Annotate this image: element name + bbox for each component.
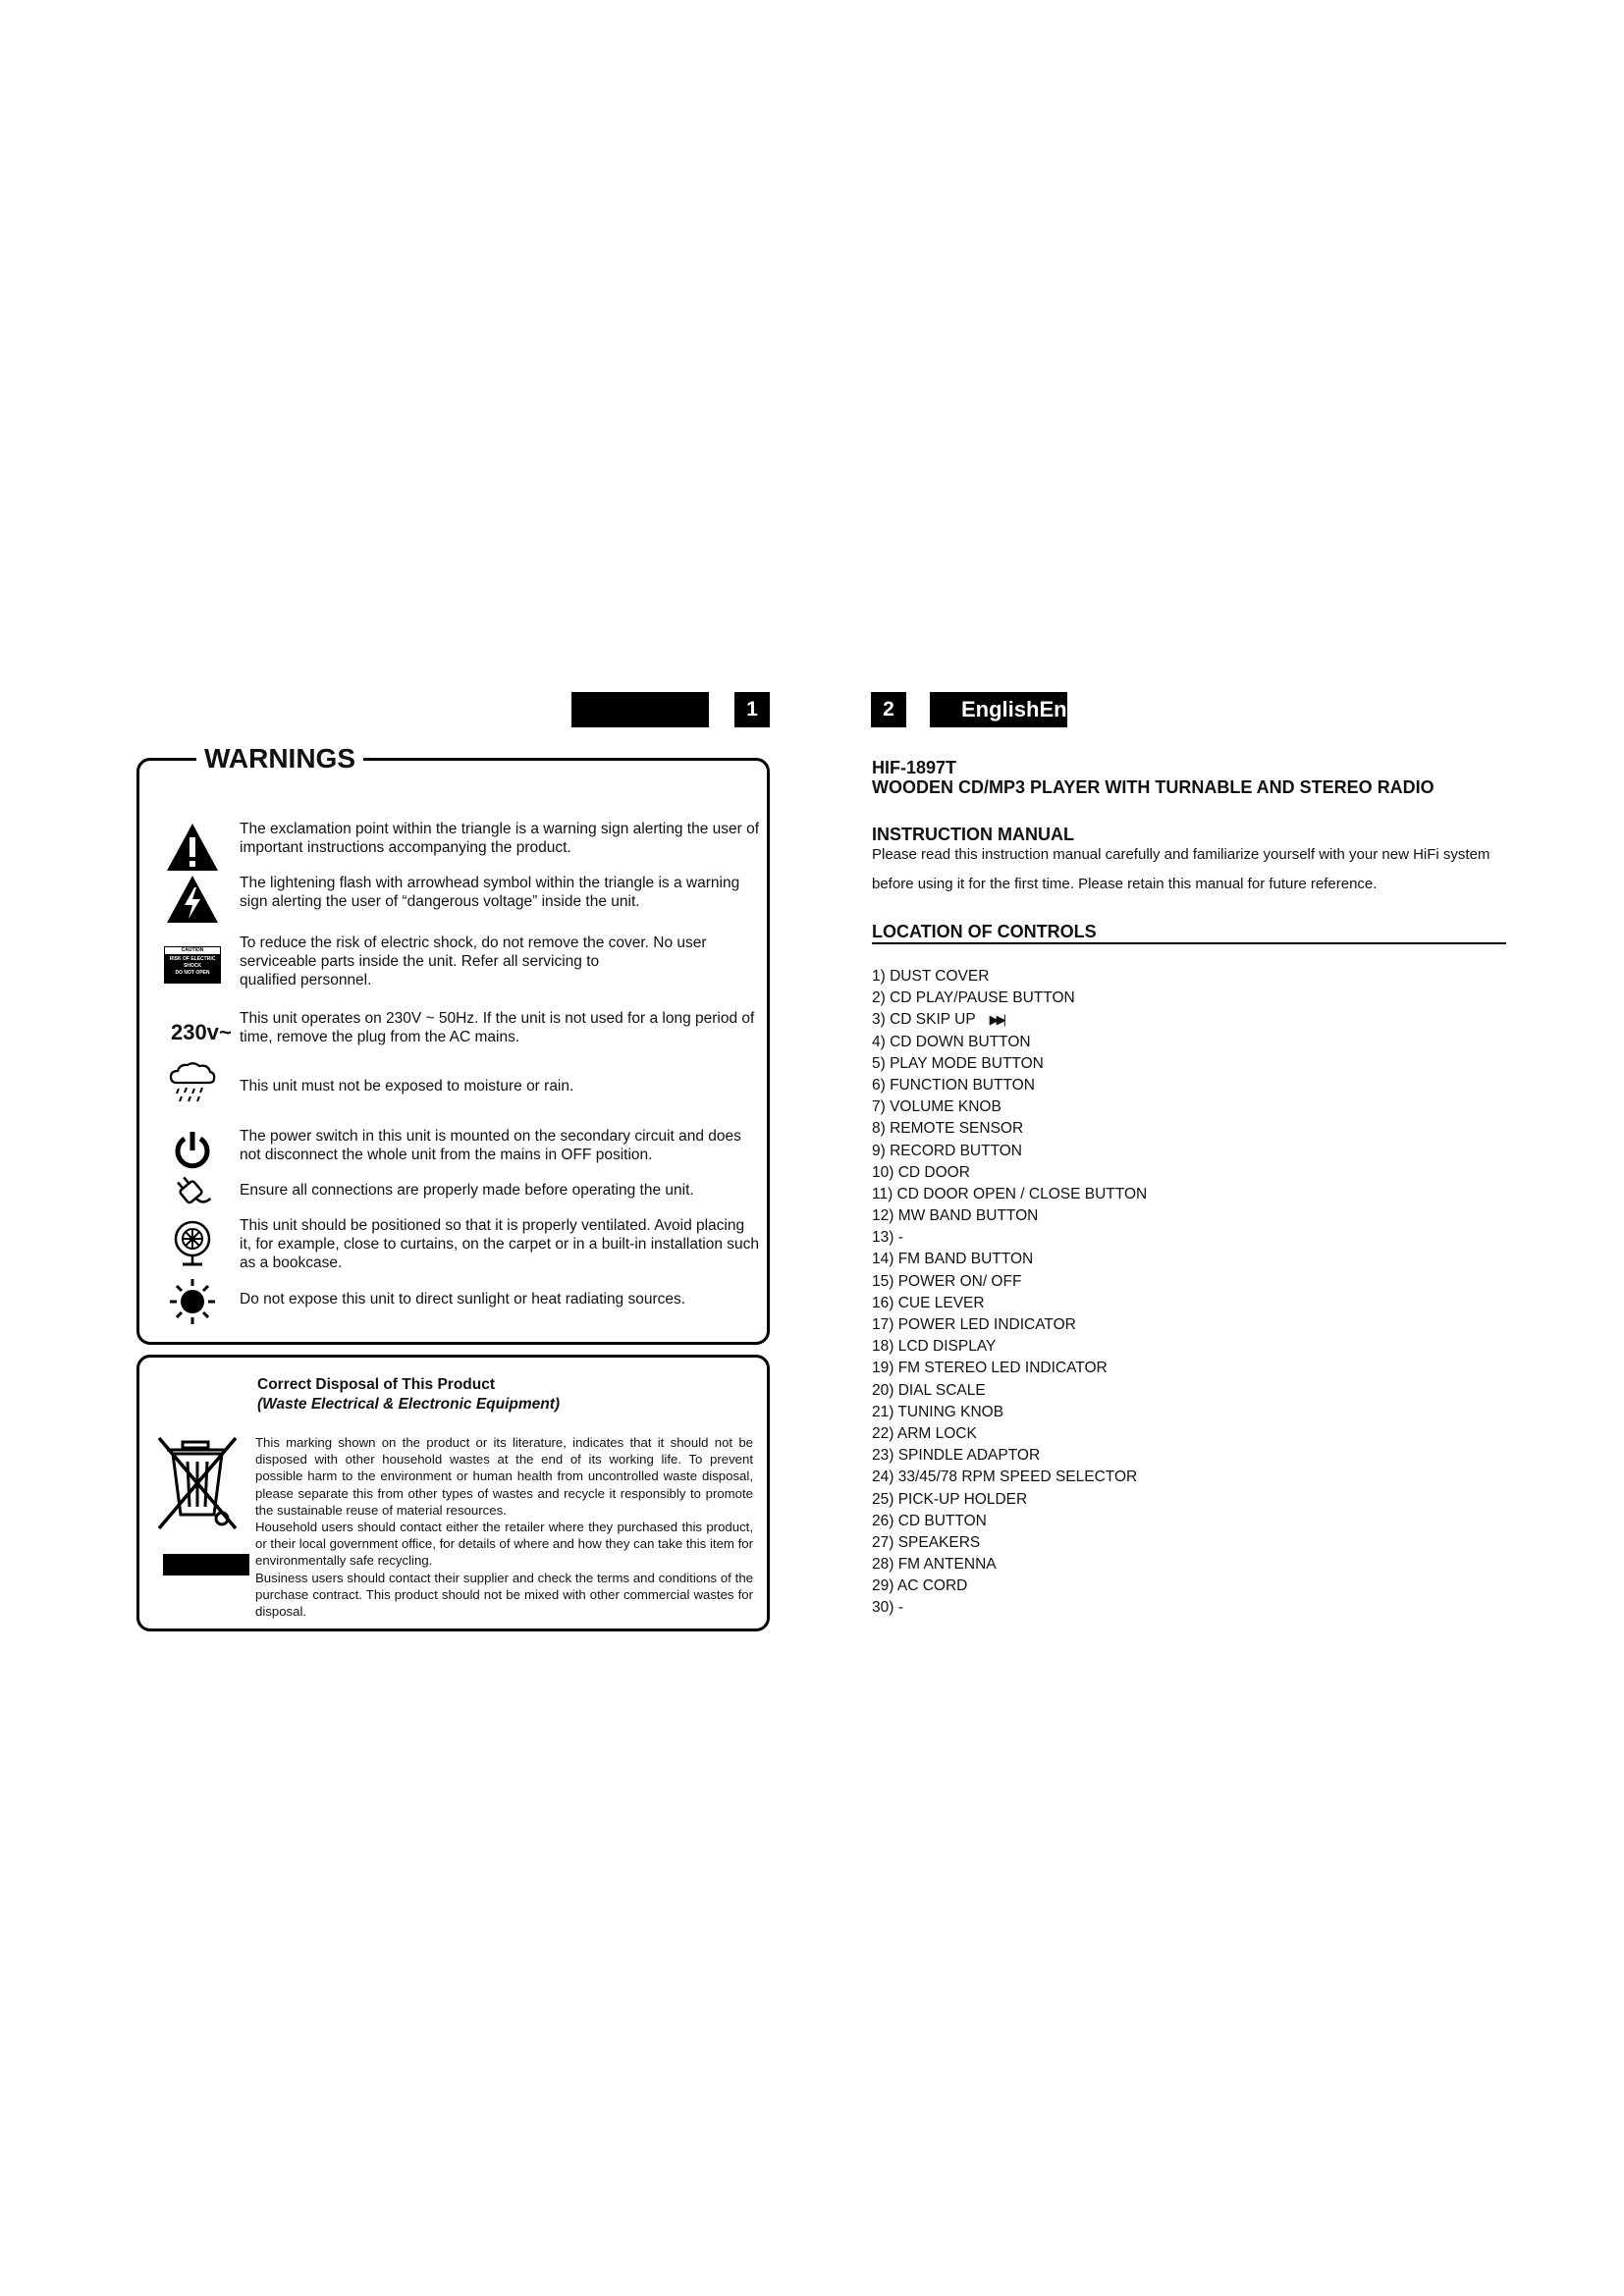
list-item: 15) POWER ON/ OFF xyxy=(872,1272,1022,1290)
list-item: 26) CD BUTTON xyxy=(872,1512,987,1529)
page-number-left: 1 xyxy=(734,692,770,727)
warning-text: Do not expose this unit to direct sunlight or heat radiating sources. xyxy=(240,1291,686,1308)
list-item xyxy=(872,1009,1147,1031)
list-item: 30) - xyxy=(872,1599,903,1617)
product-model: HIF-1897T xyxy=(872,758,957,777)
list-item: 20) DIAL SCALE xyxy=(872,1381,986,1399)
list-item: 8) REMOTE SENSOR xyxy=(872,1120,1024,1138)
list-item: 17) POWER LED INDICATOR xyxy=(872,1316,1076,1333)
location-of-controls-title: LOCATION OF CONTROLS xyxy=(872,922,1097,941)
plug-icon xyxy=(163,1161,222,1220)
disposal-subtitle-text: (Waste Electrical & Electronic Equipment) xyxy=(257,1396,561,1413)
caution-label-icon xyxy=(163,935,222,994)
header-black-bar xyxy=(571,692,709,727)
list-item: 18) LCD DISPLAY xyxy=(872,1338,997,1356)
warning-text: The lightening flash with arrowhead symbol within the triangle is a warning sign alerting the user of “dangerous voltage” inside the unit. xyxy=(240,875,740,910)
list-item: 21) TUNING KNOB xyxy=(872,1403,1004,1420)
disposal-box xyxy=(136,1355,770,1631)
warning-text: Ensure all connections are properly made before operating the unit. xyxy=(240,1182,694,1199)
caution-label-line: RISK OF ELECTRIC xyxy=(169,956,216,962)
list-item: 22) ARM LOCK xyxy=(872,1424,977,1442)
warning-text: To reduce the risk of electric shock, do not remove the cover. No user serviceable parts inside the unit. Refer all servicing to qualified personnel. xyxy=(240,934,707,988)
warning-text: This unit should be positioned so that it is properly ventilated. Avoid placing it, for example, close to curtains, on the carpet or in a built-in installation such as a bookcase. xyxy=(240,1217,759,1271)
list-item: 1) DUST COVER xyxy=(872,968,990,985)
skip-forward-icon: ▶▶| xyxy=(989,1012,1004,1028)
exclamation-triangle-icon xyxy=(163,818,222,877)
product-name: WOODEN CD/MP3 PLAYER WITH TURNABLE AND STEREO RADIO xyxy=(872,777,1435,797)
list-item: 19) FM STEREO LED INDICATOR xyxy=(872,1360,1108,1377)
warning-text: This unit operates on 230V ~ 50Hz. If the unit is not used for a long period of time, remove the plug from the AC mains. xyxy=(240,1010,755,1045)
caution-label-title: CAUTION xyxy=(165,947,220,954)
rain-cloud-icon xyxy=(163,1053,222,1112)
list-item: 14) FM BAND BUTTON xyxy=(872,1251,1034,1268)
list-item: 11) CD DOOR OPEN / CLOSE BUTTON xyxy=(872,1185,1148,1202)
weee-bin-icon xyxy=(153,1434,242,1532)
caution-label-line: DO NOT OPEN xyxy=(175,970,210,976)
disposal-title: Correct Disposal of This Product xyxy=(257,1376,496,1393)
instruction-manual-text: Please read this instruction manual carefully and familiarize yourself with your new HiFi system before using it for the first time. Please retain this manual for future reference. xyxy=(872,846,1490,892)
list-item: 24) 33/45/78 RPM SPEED SELECTOR xyxy=(872,1468,1138,1486)
warnings-title: WARNINGS xyxy=(196,743,363,774)
list-item: 23) SPINDLE ADAPTOR xyxy=(872,1447,1041,1465)
list-item: 6) FUNCTION BUTTON xyxy=(872,1076,1035,1094)
warning-text: This unit must not be exposed to moisture or rain. xyxy=(240,1078,574,1095)
list-item: 16) CUE LEVER xyxy=(872,1294,985,1311)
list-item: 5) PLAY MODE BUTTON xyxy=(872,1054,1044,1072)
section-divider xyxy=(872,942,1506,944)
caution-label-line: SHOCK xyxy=(183,963,202,969)
warning-text: The power switch in this unit is mounted on the secondary circuit and does not disconnect the whole unit from the mains in OFF position. xyxy=(240,1128,741,1163)
lightning-triangle-icon xyxy=(163,870,222,929)
list-item: 25) PICK-UP HOLDER xyxy=(872,1490,1028,1508)
list-item-text: 3) CD SKIP UP xyxy=(872,1011,976,1029)
controls-list xyxy=(872,966,1147,1620)
list-item: 28) FM ANTENNA xyxy=(872,1556,997,1574)
page-number-right: 2 xyxy=(871,692,906,727)
disposal-body: This marking shown on the product or its literature, indicates that it should not be disposed with other household wastes at the end of its working life. To prevent possible harm to the environment or human health from uncontrolled waste disposal, please separate this from other types of wastes and recycle it responsibly to promote the sustainable reuse of material resources. Household users should contact either the retailer where they purchased this product, or their local government office, for details of where and how they can take this item for environmentally safe recycling. Business users should contact their supplier and check the terms and conditions of the purchase contract. This product should not be mixed with other commercial wastes for disposal. xyxy=(255,1435,753,1620)
list-item: 13) - xyxy=(872,1229,903,1247)
list-item: 7) VOLUME KNOB xyxy=(872,1098,1001,1116)
list-item: 4) CD DOWN BUTTON xyxy=(872,1033,1031,1050)
list-item: 27) SPEAKERS xyxy=(872,1533,981,1551)
disposal-subtitle xyxy=(257,1395,560,1415)
warnings-box xyxy=(136,743,770,1345)
language-tab: EnglishEng xyxy=(930,692,1067,727)
sun-icon xyxy=(163,1272,222,1331)
list-item: 12) MW BAND BUTTON xyxy=(872,1207,1039,1225)
list-item: 29) AC CORD xyxy=(872,1577,968,1595)
warning-text: The exclamation point within the triangle is a warning sign alerting the user of important instructions accompanying the product. xyxy=(240,821,760,856)
list-item: 9) RECORD BUTTON xyxy=(872,1142,1023,1159)
weee-black-bar xyxy=(163,1554,249,1575)
list-item: 2) CD PLAY/PAUSE BUTTON xyxy=(872,989,1075,1007)
voltage-label: 230v~ xyxy=(171,1020,232,1044)
list-item: 10) CD DOOR xyxy=(872,1163,970,1181)
instruction-manual-title: INSTRUCTION MANUAL xyxy=(872,825,1074,844)
ventilation-fan-icon xyxy=(163,1214,222,1273)
